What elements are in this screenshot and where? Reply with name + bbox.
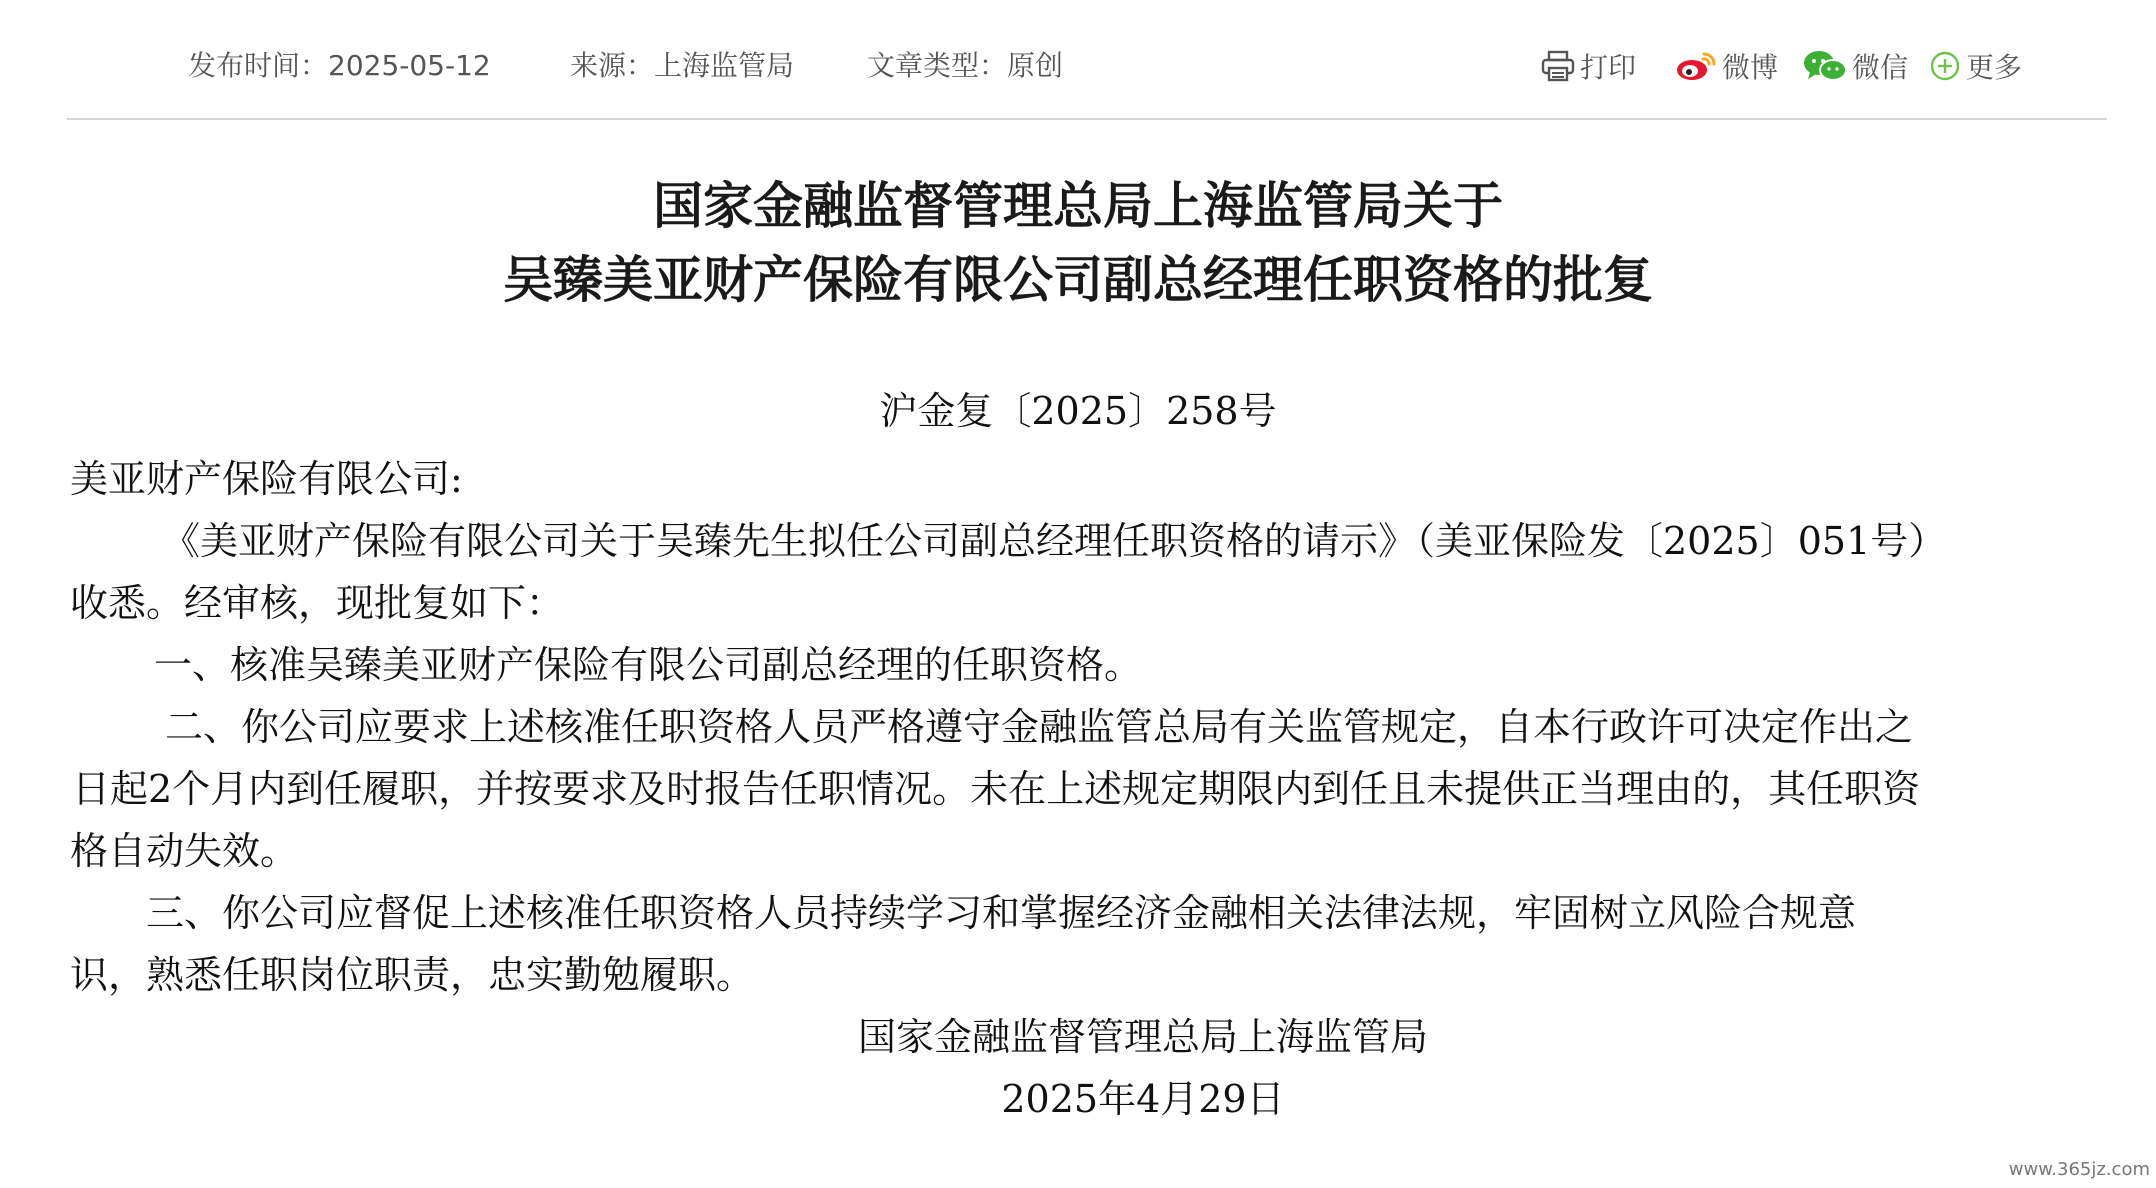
wechat-icon	[1802, 48, 1848, 84]
watermark: www.365jz.com	[2008, 1159, 2150, 1180]
intro-paragraph-line-1: 《美亚财产保险有限公司关于吴臻先生拟任公司副总经理任职资格的请示》（美亚保险发〔2025〕051号）	[162, 519, 1947, 563]
article-title-line-1: 国家金融监督管理总局上海监管局关于	[653, 177, 1503, 235]
approval-item-1: 一、核准吴臻美亚财产保险有限公司副总经理的任职资格。	[154, 643, 1143, 687]
recipient: 美亚财产保险有限公司:	[70, 457, 463, 501]
issue-date: 2025年4月29日	[1001, 1077, 1285, 1121]
article-type: 文章类型：原创	[867, 49, 1064, 82]
article-source: 来源：上海监管局	[570, 49, 795, 82]
more-share-button[interactable]	[1928, 46, 2022, 86]
printer-icon	[1540, 49, 1576, 83]
more-label: 更多	[1966, 51, 2023, 84]
article-meta-bar	[0, 0, 2156, 120]
weibo-label: 微博	[1722, 51, 1779, 84]
weibo-share-button[interactable]	[1674, 46, 1778, 86]
publish-time: 发布时间：2025-05-12	[188, 49, 491, 82]
article-title-line-2: 吴臻美亚财产保险有限公司副总经理任职资格的批复	[503, 251, 1653, 309]
approval-item-3-line-2: 识，熟悉任职岗位职责，忠实勤勉履职。	[70, 953, 755, 997]
weibo-icon	[1674, 48, 1718, 84]
approval-item-3-line-1: 三、你公司应督促上述核准任职资格人员持续学习和掌握经济金融相关法律法规，牢固树立风险合规意	[146, 891, 1857, 935]
header-divider	[67, 118, 2107, 120]
approval-item-2-line-2: 日起2个月内到任履职，并按要求及时报告任职情况。未在上述规定期限内到任且未提供正当理由的，其任职资	[72, 767, 1921, 811]
approval-item-2-line-3: 格自动失效。	[70, 829, 299, 873]
approval-item-2-line-1: 二、你公司应要求上述核准任职资格人员严格遵守金融监管总局有关监管规定，自本行政许可决定作出之	[165, 705, 1914, 749]
issuer-signature: 国家金融监督管理总局上海监管局	[857, 1015, 1428, 1059]
intro-paragraph-line-2: 收悉。经审核，现批复如下：	[70, 581, 565, 625]
wechat-share-button[interactable]	[1802, 46, 1908, 86]
wechat-label: 微信	[1852, 51, 1909, 84]
print-button[interactable]	[1540, 46, 1636, 86]
plus-circle-icon	[1928, 49, 1962, 83]
document-number: 沪金复〔2025〕258号	[879, 389, 1277, 433]
print-label: 打印	[1580, 51, 1637, 84]
